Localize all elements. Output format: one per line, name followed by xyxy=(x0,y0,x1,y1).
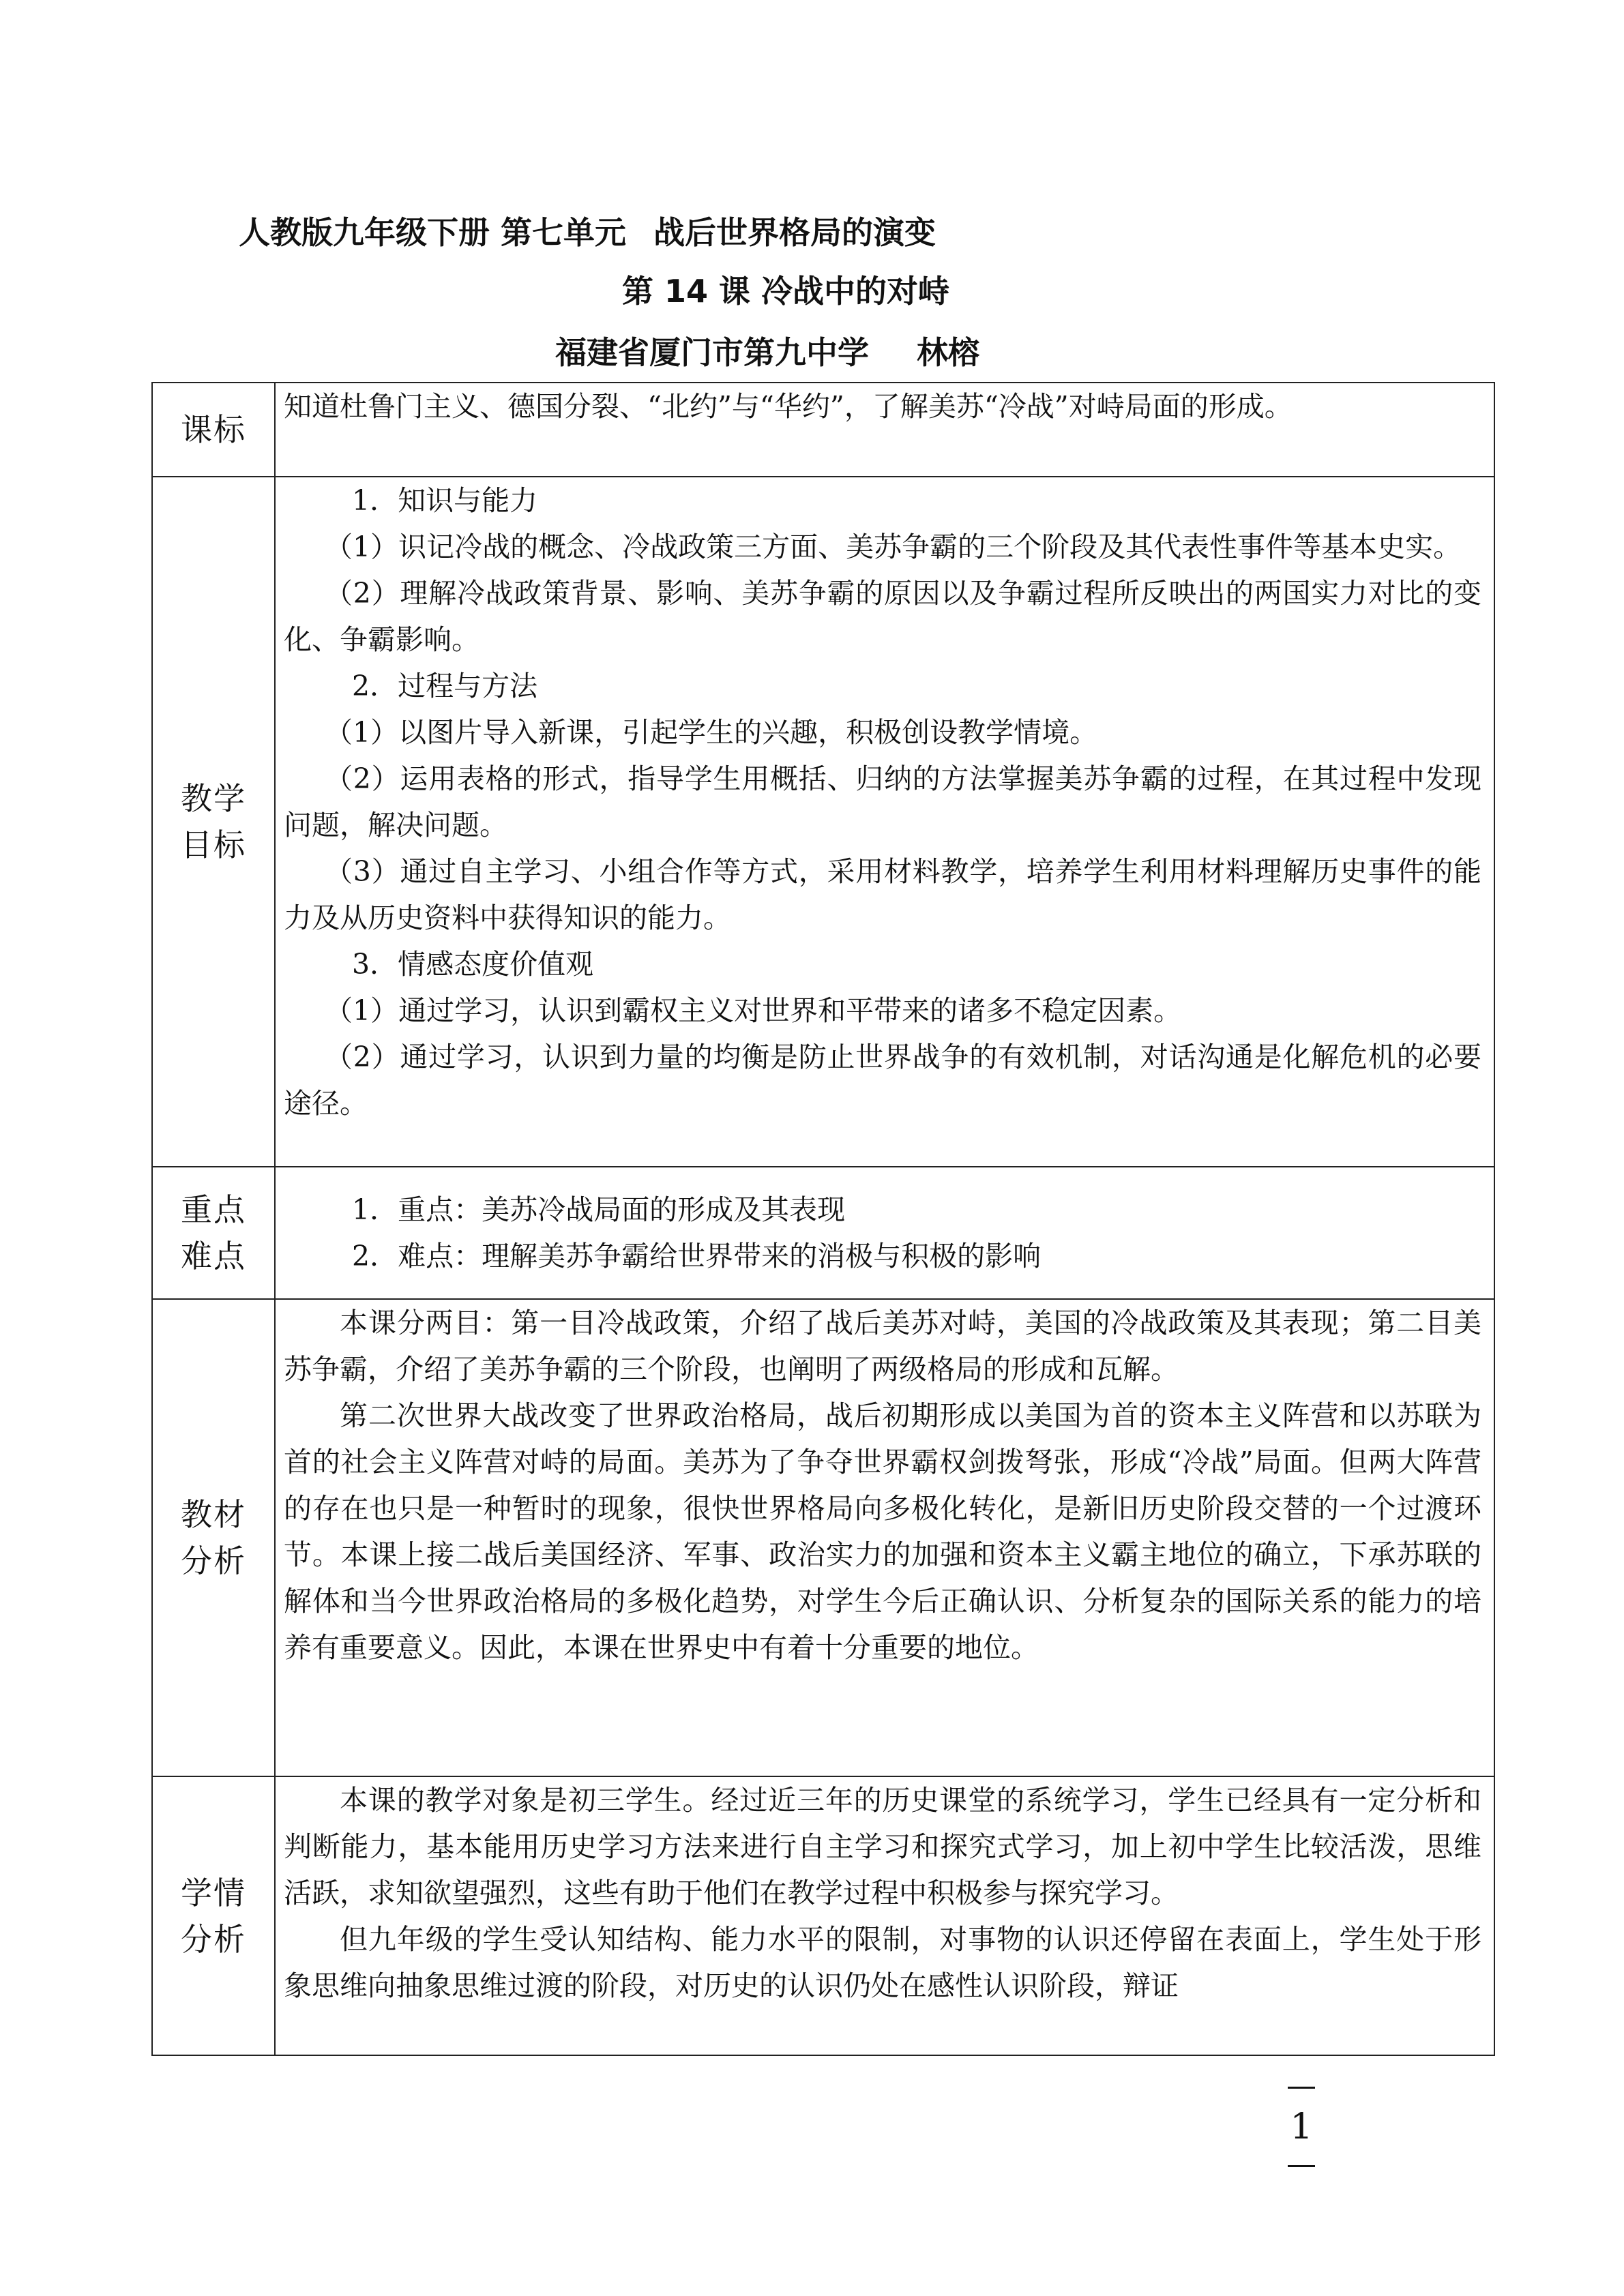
table-row xyxy=(152,477,1494,1167)
row-label-jiaocai: 教材 分析 xyxy=(152,1299,275,1776)
table-row xyxy=(152,383,1494,477)
unit-title xyxy=(239,214,936,251)
row-content-mubiao: 1．知识与能力 （1）识记冷战的概念、冷战政策三方面、美苏争霸的三个阶段及其代表性事件等基本史实。 （2）理解冷战政策背景、影响、美苏争霸的原因以及争霸过程所反映出的两国实力对比的变化、争霸影响。 2．过程与方法 （1）以图片导入新课，引起学生的兴趣，积极创设教学情境。 （2）运用表格的形式，指导学生用概括、归纳的方法掌握美苏争霸的过程，在其过程中发现问题，解决问题。 （3）通过自主学习、小组合作等方式，采用材料教学，培养学生利用材料理解历史事件的能力及从历史资料中获得知识的能力。 3．情感态度价值观 （1）通过学习，认识到霸权主义对世界和平带来的诸多不稳定因素。 （2）通过学习，认识到力量的均衡是防止世界战争的有效机制，对话沟通是化解危机的必要途径。 xyxy=(275,477,1494,1167)
page-number: 1 xyxy=(1288,2087,1315,2167)
unit-title-part2: 战后世界格局的演变 xyxy=(653,214,936,251)
row-content-xueqing: 本课的教学对象是初三学生。经过近三年的历史课堂的系统学习，学生已经具有一定分析和判断能力，基本能用历史学习方法来进行自主学习和探究式学习，加上初中学生比较活泼，思维活跃，求知欲望强烈，这些有助于他们在教学过程中积极参与探究学习。 但九年级的学生受认知结构、能力水平的限制，对事物的认识还停留在表面上，学生处于形象思维向抽象思维过渡的阶段，对历史的认识仍处在感性认识阶段，辩证 xyxy=(275,1776,1494,2055)
row-content-jiaocai: 本课分两目：第一目冷战政策，介绍了战后美苏对峙，美国的冷战政策及其表现；第二目美苏争霸，介绍了美苏争霸的三个阶段，也阐明了两级格局的形成和瓦解。 第二次世界大战改变了世界政治格局，战后初期形成以美国为首的资本主义阵营和以苏联为首的社会主义阵营对峙的局面。美苏为了争夺世界霸权剑拨弩张，形成“冷战”局面。但两大阵营的存在也只是一种暂时的现象，很快世界格局向多极化转化，是新旧历史阶段交替的一个过渡环节。本课上接二战后美国经济、军事、政治实力的加强和资本主义霸主地位的确立，下承苏联的解体和当今世界政治格局的多极化趋势，对学生今后正确认识、分析复杂的国际关系的能力的培养有重要意义。因此，本课在世界史中有着十分重要的地位。 xyxy=(275,1299,1494,1776)
page-number-dash-top xyxy=(1288,2087,1315,2089)
row-content-kebiao: 知道杜鲁门主义、德国分裂、“北约”与“华约”，了解美苏“冷战”对峙局面的形成。 xyxy=(275,383,1494,477)
unit-title-part1: 人教版九年级下册 第七单元 xyxy=(239,214,627,251)
table-row xyxy=(152,1299,1494,1776)
table-row xyxy=(152,1776,1494,2055)
author-line xyxy=(555,334,979,371)
table-row xyxy=(152,1167,1494,1299)
row-label-zhongdian: 重点 难点 xyxy=(152,1167,275,1299)
school-name: 福建省厦门市第九中学 xyxy=(555,334,869,371)
page-number-dash-bottom xyxy=(1288,2165,1315,2167)
lesson-plan-table xyxy=(151,382,1495,2056)
author-name: 林榕 xyxy=(917,334,979,371)
row-label-mubiao: 教学 目标 xyxy=(152,477,275,1167)
row-label-kebiao: 课标 xyxy=(152,383,275,477)
row-content-zhongdian: 1．重点：美苏冷战局面的形成及其表现 2．难点：理解美苏争霸给世界带来的消极与积极的影响 xyxy=(275,1167,1494,1299)
row-label-xueqing: 学情 分析 xyxy=(152,1776,275,2055)
lesson-title: 第 14 课 冷战中的对峙 xyxy=(622,273,950,310)
